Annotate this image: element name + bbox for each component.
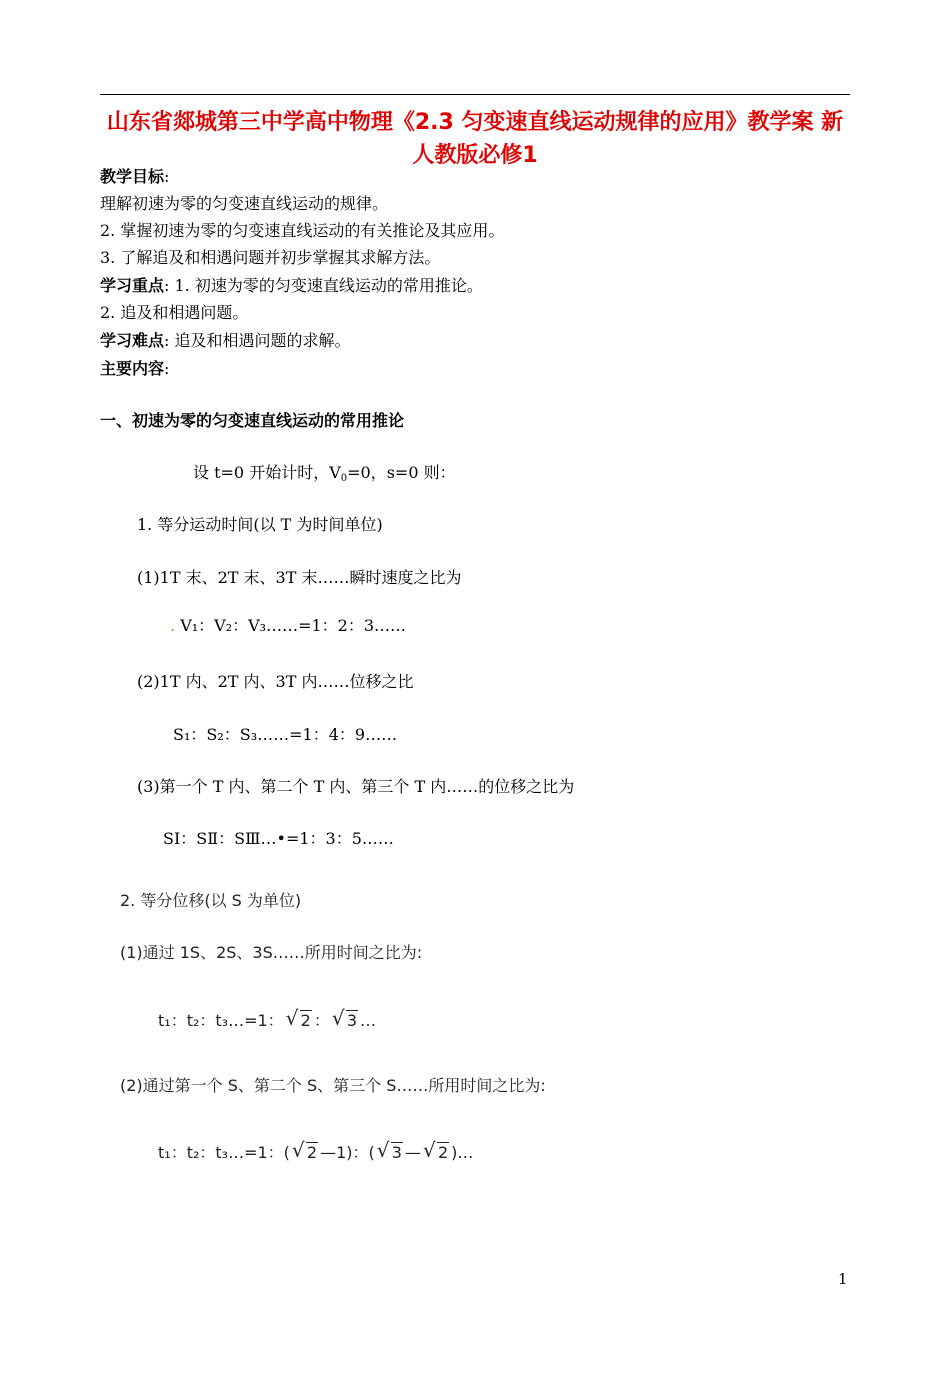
difficulty-line: 学习难点: 追及和相遇问题的求解。 — [100, 331, 351, 350]
formula-interval-time-ratio: t₁：t₂：t₃…=1：(√ 2 —1)：(√ 3 —√ 2 )… — [158, 1142, 473, 1164]
item-interval-displacement: (3)第一个 T 内、第二个 T 内、第三个 T 内……的位移之比为 — [137, 777, 575, 796]
sqrt-3-a: √ 3 — [377, 1142, 403, 1164]
sqrt-2: √ 2 — [286, 1010, 312, 1032]
key-point-item-2: 2. 追及和相遇问题。 — [100, 303, 249, 322]
stray-dot-icon: . — [170, 616, 176, 635]
header-rule — [100, 94, 850, 95]
section-1-intro: 设 t=0 开始计时，$V_0=0$，s=0 则： — [193, 463, 456, 484]
item-displacement-ratio: (2)1T 内、2T 内、3T 内……位移之比 — [137, 672, 414, 691]
section-1-heading: 一、初速为零的匀变速直线运动的常用推论 — [100, 411, 405, 430]
key-points-label: 学习重点 — [100, 276, 165, 295]
main-content-label: 主要内容 — [100, 359, 165, 378]
difficulty-label: 学习难点 — [100, 331, 165, 350]
formula-interval-displacement: SⅠ：SⅡ：SⅢ…•=1：3：5…… — [163, 829, 394, 848]
difficulty-text: 追及和相遇问题的求解。 — [174, 331, 351, 350]
item-velocity-ratio: (1)1T 末、2T 末、3T 末……瞬时速度之比为 — [137, 568, 462, 587]
document-title: 山东省郯城第三中学高中物理《2.3 匀变速直线运动规律的应用》教学案 新人教版必修1 — [106, 110, 844, 168]
main-content-heading: 主要内容: — [100, 359, 170, 378]
sqrt-3: √ 3 — [332, 1010, 358, 1032]
formula-time-ratio: t₁：t₂：t₃…=1：√ 2 ：√ 3 … — [158, 1010, 376, 1032]
objectives-heading: 教学目标: — [100, 167, 170, 186]
objective-item-2: 2. 掌握初速为零的匀变速直线运动的有关推论及其应用。 — [100, 221, 505, 240]
subsection-displacement-heading: 2. 等分位移(以 S 为单位) — [120, 891, 302, 910]
item-time-ratio: (1)通过 1S、2S、3S……所用时间之比为: — [120, 943, 423, 962]
sqrt-2-b: √ 2 — [423, 1142, 449, 1164]
key-points-line: 学习重点: 1. 初速为零的匀变速直线运动的常用推论。 — [100, 276, 483, 295]
page-number: 1 — [838, 1270, 848, 1288]
objective-item-1: 理解初速为零的匀变速直线运动的规律。 — [100, 194, 389, 213]
item-interval-time-ratio: (2)通过第一个 S、第二个 S、第三个 S……所用时间之比为: — [120, 1076, 546, 1095]
sqrt-2-a: √ 2 — [292, 1142, 318, 1164]
formula-displacement: S₁：S₂：S₃……=1：4：9…… — [173, 725, 398, 744]
objectives-label: 教学目标 — [100, 167, 165, 186]
formula-velocity: . V₁：V₂：V₃……=1：2：3…… — [170, 616, 407, 635]
key-point-item-1: 1. 初速为零的匀变速直线运动的常用推论。 — [174, 276, 483, 295]
subsection-time-heading: 1. 等分运动时间(以 T 为时间单位) — [137, 515, 383, 534]
objective-item-3: 3. 了解追及和相遇问题并初步掌握其求解方法。 — [100, 248, 441, 267]
